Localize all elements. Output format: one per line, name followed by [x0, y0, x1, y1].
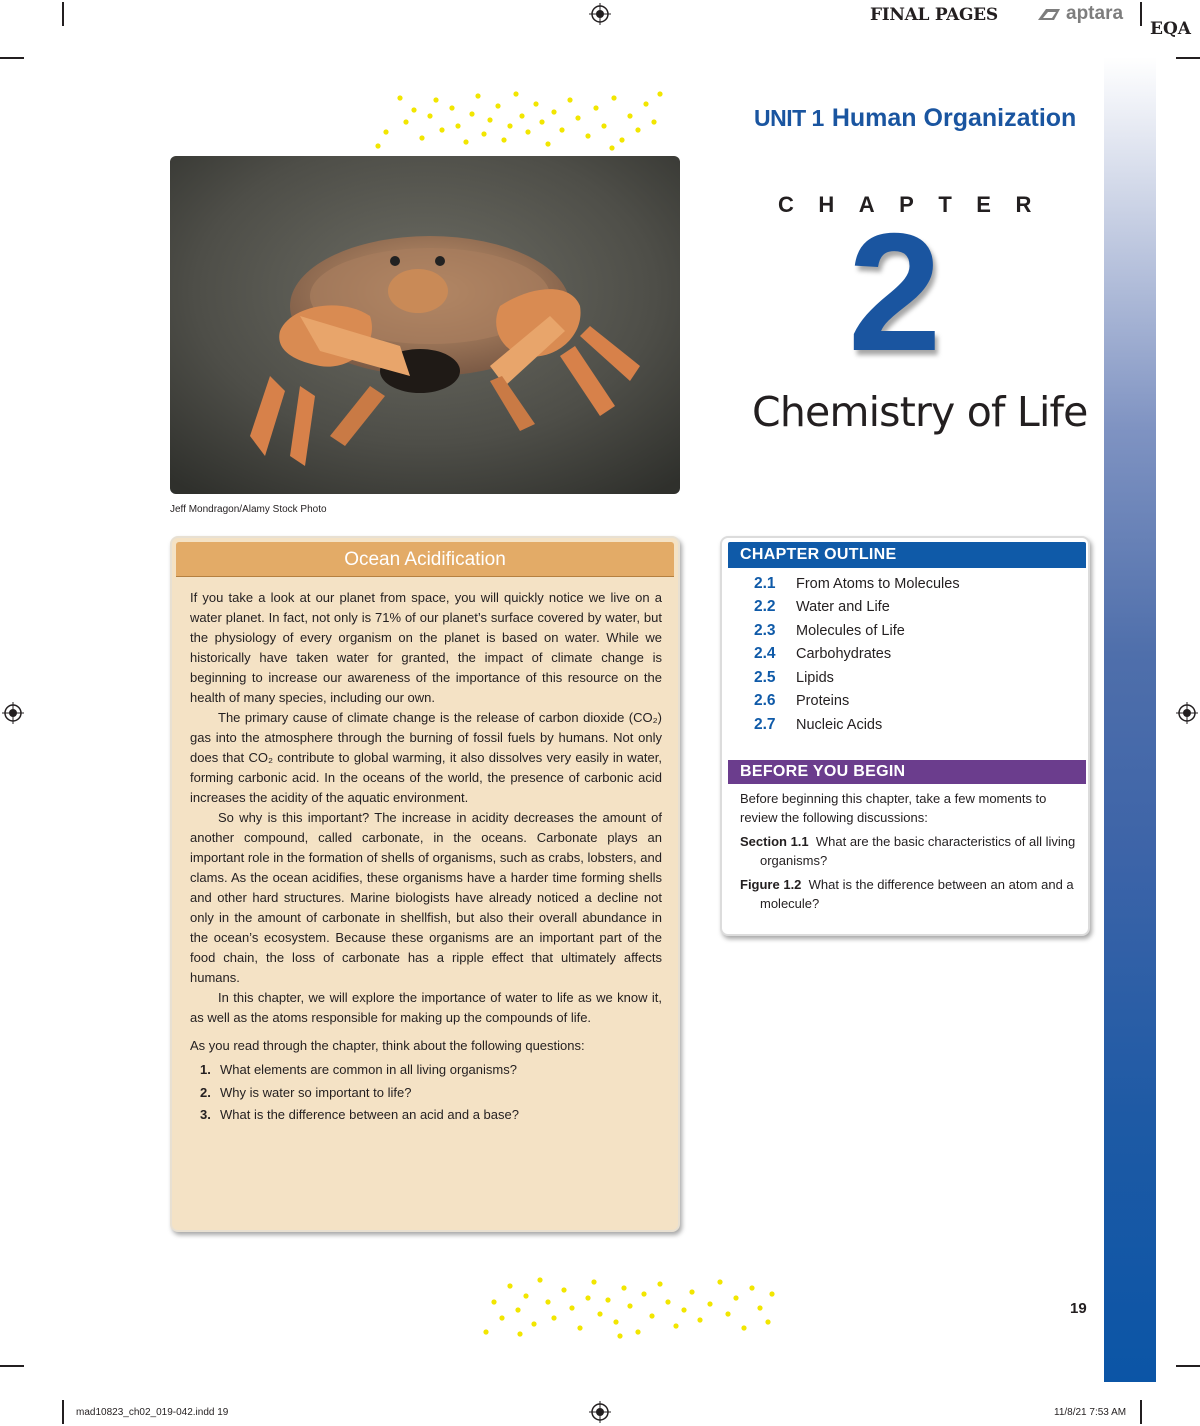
final-pages-label: FINAL PAGES — [870, 5, 998, 25]
question-text: What elements are common in all living organisms? — [220, 1062, 517, 1077]
ocean-box-title: Ocean Acidification — [344, 549, 506, 570]
outline-item[interactable] — [754, 643, 1074, 667]
side-color-band — [1104, 57, 1156, 1382]
chapter-number: 2 — [848, 198, 942, 386]
question-text: Why is water so important to life? — [220, 1084, 412, 1100]
question-item — [190, 1104, 662, 1127]
ocean-box-header — [176, 542, 674, 577]
aptara-brand: aptara — [1066, 3, 1124, 24]
outline-item-label: Carbohydrates — [796, 646, 892, 663]
review-reference[interactable] — [740, 876, 1076, 913]
outline-item[interactable] — [754, 666, 1074, 690]
unit-title: Human Organization — [831, 104, 1077, 132]
outline-item[interactable] — [754, 619, 1074, 643]
before-intro: Before beginning this chapter, take a few moments to review the following discussions: — [740, 791, 1047, 825]
crop-mark — [62, 2, 64, 26]
question-number: 3. — [200, 1107, 211, 1122]
registration-mark-icon — [2, 702, 24, 724]
decorative-dots-bottom — [480, 1272, 780, 1340]
timestamp-slug: 11/8/21 7:53 AM — [1054, 1407, 1127, 1418]
outline-item-label: Water and Life — [796, 599, 890, 616]
registration-mark-icon — [589, 1401, 611, 1423]
unit-heading — [754, 104, 1076, 133]
outline-header — [728, 542, 1086, 568]
outline-item-number: 2.7 — [754, 715, 776, 733]
chapter-word: CHAPTER — [778, 192, 1056, 217]
ocean-paragraph: In this chapter, we will explore the importance of water to life as we know it, as well as the atoms responsible for making up the compounds of life. — [190, 990, 662, 1025]
outline-item[interactable] — [754, 690, 1074, 714]
outline-item-number: 2.4 — [754, 645, 776, 663]
outline-item-label: Proteins — [796, 693, 850, 710]
chapter-outline-box — [720, 536, 1090, 936]
crab-image — [170, 156, 680, 494]
page-number: 19 — [1070, 1300, 1087, 1317]
crop-mark — [0, 1365, 24, 1367]
ocean-questions-list — [190, 1059, 662, 1127]
registration-mark-icon — [589, 3, 611, 25]
eqa-label: EQA — [1150, 19, 1191, 39]
review-reference[interactable] — [740, 833, 1076, 870]
review-reference-text: What is the difference between an atom and a molecule? — [760, 877, 1074, 911]
before-you-begin-body — [740, 790, 1076, 913]
outline-item-label: From Atoms to Molecules — [796, 575, 960, 592]
crop-mark — [1140, 1400, 1142, 1424]
crop-mark — [0, 57, 24, 59]
outline-item-label: Lipids — [796, 669, 834, 686]
outline-item-label: Nucleic Acids — [796, 716, 883, 733]
ocean-box-body — [190, 588, 662, 1127]
outline-item-number: 2.1 — [754, 574, 776, 592]
ocean-acidification-box — [170, 536, 680, 1232]
question-text: What is the difference between an acid and a base? — [220, 1107, 519, 1122]
crop-mark — [1176, 1365, 1200, 1367]
aptara-mark-icon — [1036, 6, 1062, 22]
before-you-begin-header — [728, 760, 1086, 784]
outline-item[interactable] — [754, 713, 1074, 737]
question-number: 2. — [200, 1084, 211, 1100]
decorative-dots-top — [366, 86, 666, 154]
outline-item-number: 2.2 — [754, 598, 776, 616]
review-reference-label: Figure 1.2 — [740, 877, 802, 892]
outline-item-number: 2.5 — [754, 668, 776, 686]
outline-item-label: Molecules of Life — [796, 622, 905, 639]
ocean-questions-prompt: As you read through the chapter, think about the following questions: — [190, 1038, 585, 1053]
outline-item-number: 2.6 — [754, 692, 776, 710]
review-reference-label: Section 1.1 — [740, 834, 809, 849]
photo-credit: Jeff Mondragon/Alamy Stock Photo — [170, 504, 327, 515]
ocean-paragraph: If you take a look at our planet from space, you will quickly notice we live on a water planet. In fact, not only is 71% of our planet’s surface covered by water, but the physiology of every organism on the planet is based on water. While we historically have taken water for granted, the impact of climate change is beginning to increase our awareness of the importance of this resource on the health of many species, including our own. — [190, 590, 662, 705]
outline-item[interactable] — [754, 596, 1074, 620]
outline-item[interactable] — [754, 572, 1074, 596]
crop-mark — [1140, 2, 1142, 26]
crop-mark — [62, 1400, 64, 1424]
question-item — [190, 1082, 662, 1105]
ocean-paragraph: The primary cause of climate change is the release of carbon dioxide (CO₂) gas into the atmosphere through the burning of fossil fuels by humans. Not only does that CO₂ contribute to global warming, it also dissolves very easily in water, forming carbonic acid. In the oceans of the world, the presence of carbonic acid increases the acidity of the aquatic environment. — [190, 710, 662, 805]
outline-list — [754, 572, 1074, 737]
review-reference-text: What are the basic characteristics of all living organisms? — [760, 834, 1076, 868]
aptara-logo — [1036, 3, 1123, 25]
before-you-begin-title: BEFORE YOU BEGIN — [740, 763, 906, 780]
chapter-opener-photo — [170, 156, 680, 494]
ocean-paragraph: So why is this important? The increase in acidity decreases the amount of another compound, called carbonate, in the oceans. Carbonate plays an important role in the formation of shells of organisms, such as crabs, lobsters, and clams. As the ocean acidifies, these organisms have a harder time forming shells and other hard structures. Marine biologists have already noticed a decline not only in the amount of carbonate in shellfish, but also their overall abundance in the ocean’s ecosystem. Because these organisms are an important part of the food chain, the loss of carbonate has a ripple effect that ultimately affects humans. — [190, 810, 662, 985]
registration-mark-icon — [1176, 702, 1198, 724]
outline-item-number: 2.3 — [754, 621, 776, 639]
chapter-title: Chemistry of Life — [752, 388, 1088, 436]
crop-mark — [1176, 57, 1200, 59]
outline-title: CHAPTER OUTLINE — [740, 546, 897, 563]
unit-number: UNIT 1 — [754, 105, 824, 131]
question-item — [190, 1059, 662, 1082]
question-number: 1. — [200, 1062, 211, 1077]
file-slug: mad10823_ch02_019-042.indd 19 — [76, 1407, 229, 1418]
